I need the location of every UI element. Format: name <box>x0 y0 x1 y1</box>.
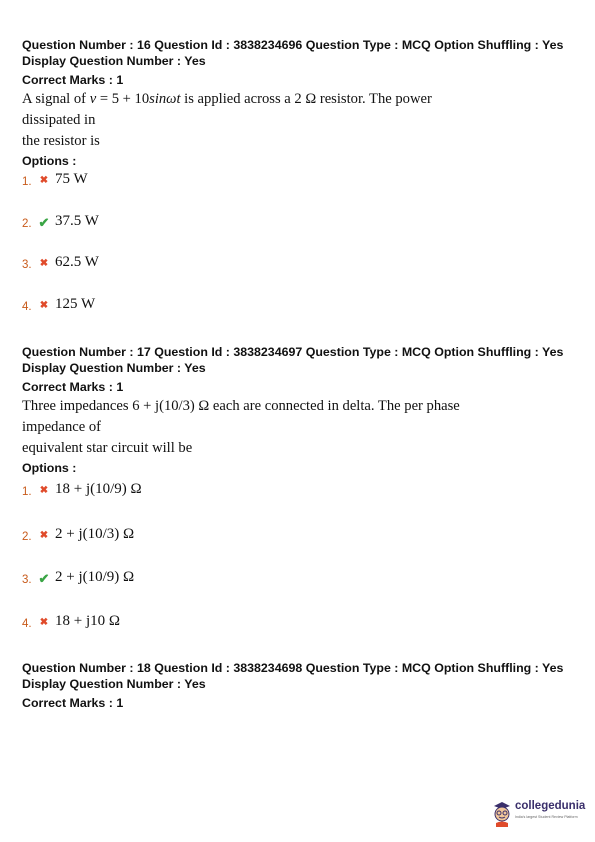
option-text: 18 + j10 Ω <box>55 612 121 629</box>
option-number: 1. <box>22 176 32 188</box>
question-stem: Three impedances 6 + j(10/3) Ω each are connected in delta. The per phase impedance of equivalent star circuit will be <box>22 398 460 456</box>
question-meta: Question Number : 18 Question Id : 3838234698 Question Type : MCQ Option Shuffling : Yes <box>22 661 564 675</box>
option-number: 3. <box>22 574 32 586</box>
option-number: 3. <box>22 259 32 271</box>
option-3[interactable] <box>22 252 99 272</box>
options-list <box>22 476 577 656</box>
question-18 <box>22 660 577 711</box>
option-text: 2 + j(10/9) Ω <box>55 568 135 585</box>
option-number: 2. <box>22 218 32 230</box>
collegedunia-logo <box>490 797 590 829</box>
option-text: 125 W <box>55 295 96 312</box>
option-text: 37.5 W <box>55 212 99 229</box>
question-17 <box>22 344 577 656</box>
option-number: 4. <box>22 618 32 630</box>
cross-icon: ✖ <box>39 258 49 269</box>
question-stem: A signal of v = 5 + 10sinωt is applied across a 2 Ω resistor. The power dissipated in the resistor is <box>22 91 432 149</box>
options-list <box>22 169 577 329</box>
display-question-number: Display Question Number : Yes <box>22 677 206 691</box>
option-4[interactable] <box>22 611 120 631</box>
check-icon: ✔ <box>38 214 50 230</box>
option-text: 75 W <box>55 170 88 187</box>
options-label: Options : <box>22 154 77 168</box>
option-number: 1. <box>22 486 32 498</box>
question-meta: Question Number : 17 Question Id : 3838234697 Question Type : MCQ Option Shuffling : Yes <box>22 345 564 359</box>
option-1[interactable] <box>22 479 142 499</box>
correct-marks: Correct Marks : 1 <box>22 380 124 394</box>
question-meta: Question Number : 16 Question Id : 3838234696 Question Type : MCQ Option Shuffling : Yes <box>22 38 564 52</box>
option-text: 2 + j(10/3) Ω <box>55 525 135 542</box>
logo-name: collegedunia <box>515 800 586 812</box>
options-label: Options : <box>22 461 77 475</box>
option-4[interactable] <box>22 294 95 314</box>
question-16 <box>22 37 577 329</box>
cross-icon: ✖ <box>39 175 49 186</box>
cross-icon: ✖ <box>39 485 49 496</box>
mascot-icon <box>490 799 514 827</box>
logo-tagline: India's largest Student Review Platform <box>515 815 578 819</box>
option-number: 2. <box>22 531 32 543</box>
option-2[interactable] <box>22 211 99 231</box>
option-3[interactable] <box>22 567 134 587</box>
option-text: 18 + j(10/9) Ω <box>55 480 142 497</box>
cross-icon: ✖ <box>39 300 49 311</box>
option-2[interactable] <box>22 524 134 544</box>
display-question-number: Display Question Number : Yes <box>22 361 206 375</box>
option-number: 4. <box>22 301 32 313</box>
cross-icon: ✖ <box>39 617 49 628</box>
correct-marks: Correct Marks : 1 <box>22 696 124 710</box>
correct-marks: Correct Marks : 1 <box>22 73 124 87</box>
option-1[interactable] <box>22 169 88 189</box>
display-question-number: Display Question Number : Yes <box>22 54 206 68</box>
option-text: 62.5 W <box>55 253 99 270</box>
cross-icon: ✖ <box>39 530 49 541</box>
check-icon: ✔ <box>38 570 50 586</box>
